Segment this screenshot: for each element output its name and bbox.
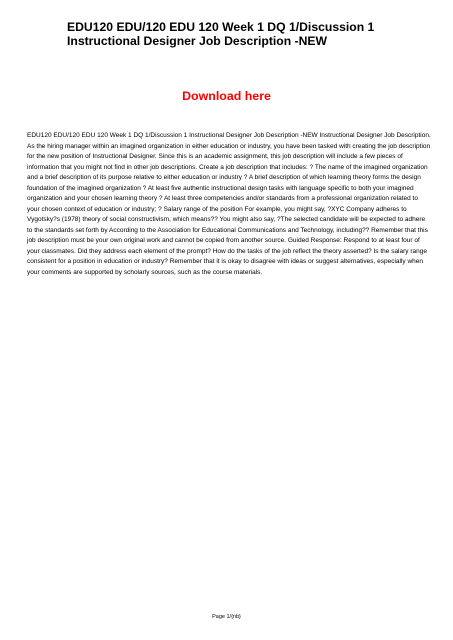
document-title: EDU120 EDU/120 EDU 120 Week 1 DQ 1/Discussion 1 Instructional Designer Job Description -NEW — [67, 20, 375, 48]
page-number: Page 1/{nb} — [212, 614, 241, 620]
document-body-text: EDU120 EDU/120 EDU 120 Week 1 DQ 1/Discussion 1 Instructional Designer Job Description -NEW Instructional Designer Job Description. As the hiring manager within an imagined organization in either education or industry, you have been tasked with creating the job description for the new position of Instructional Designer. Since this is an academic assignment, this job description will include a few pieces of information that you might not find in other job descriptions. Create a job description that includes: ? The name of the imagined organization and a brief description of its purpose relative to either education or industry ? A brief description of which learning theory forms the design foundation of the imagined organization ? At least five authentic instructional design tasks with language specific to both your imagined organization and your chosen learning theory ? At least three competencies and/or standards from a professional organization related to your chosen context of education or industry; ? Salary range of the position For example, you might say, ?XYC Company adheres to Vygotsky?s (1978) theory of social constructivism, which means?? You might also say, ?The selected candidate will be expected to adhere to the standards set forth by According to the Association for Educational Communications and Technology, including?? Remember that this job description must be your own original work and cannot be copied from another source. Guided Response: Respond to at least four of your classmates. Did they address each element of the prompt? How do the tasks of the job reflect the theory asserted? Is the salary range consistent for a position in education or industry? Remember that it is okay to disagree with ideas or suggest alternatives, especially when your comments are supported by scholarly sources, such as the course materials. — [27, 132, 431, 276]
download-link[interactable]: Download here — [182, 89, 271, 103]
